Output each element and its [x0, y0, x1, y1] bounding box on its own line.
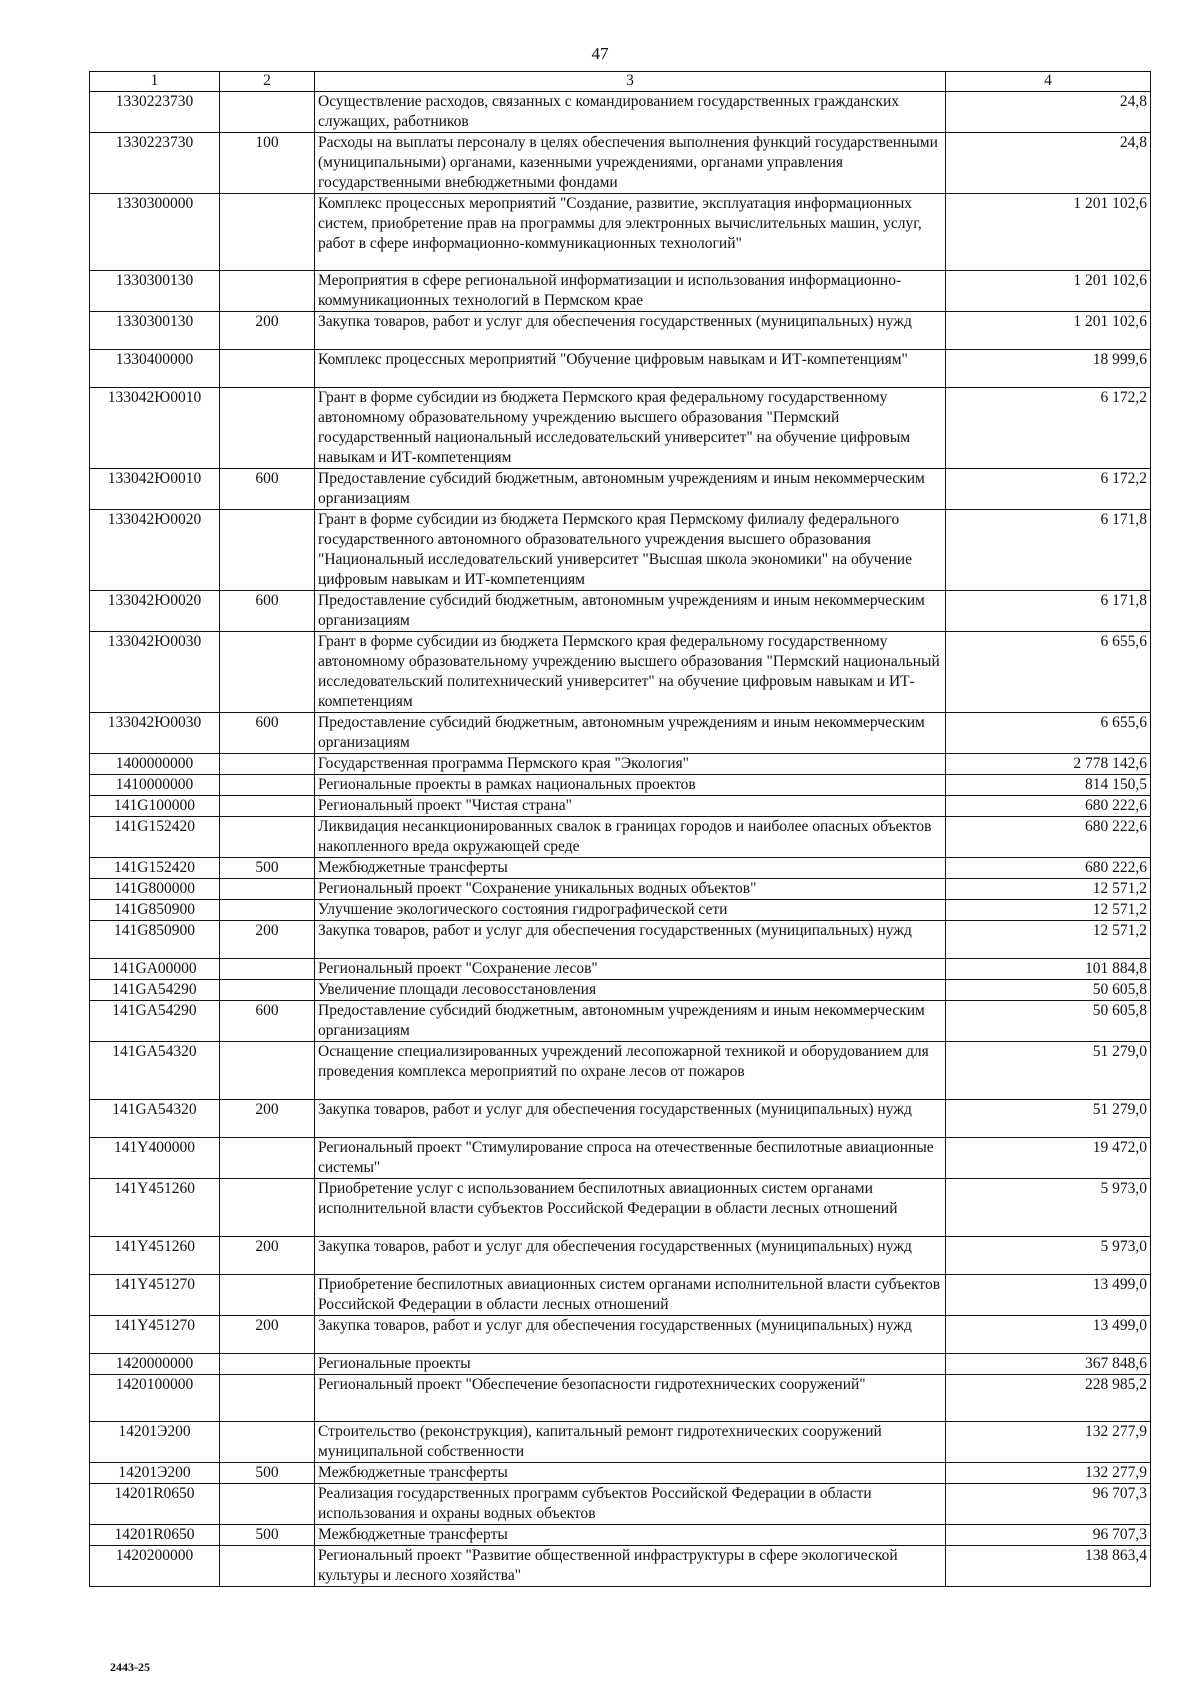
- row-amount: 101 884,8: [946, 959, 1151, 980]
- table-row: [90, 754, 1151, 775]
- table-row: [90, 879, 1151, 900]
- row-code: 133042Ю0020: [90, 591, 220, 632]
- row-amount: 1 201 102,6: [946, 194, 1151, 271]
- row-code: 1410000000: [90, 775, 220, 796]
- row-expense-type: 600: [220, 469, 315, 510]
- row-expense-type: 200: [220, 1316, 315, 1354]
- row-expense-type: [220, 1042, 315, 1100]
- row-code: 141G152420: [90, 858, 220, 879]
- table-row: [90, 1179, 1151, 1237]
- row-code: 141G850900: [90, 900, 220, 921]
- row-amount: 132 277,9: [946, 1463, 1151, 1484]
- row-amount: 24,8: [946, 92, 1151, 133]
- row-amount: 50 605,8: [946, 1001, 1151, 1042]
- row-code: 133042Ю0030: [90, 632, 220, 713]
- row-amount: 5 973,0: [946, 1237, 1151, 1275]
- table-row: [90, 817, 1151, 858]
- row-code: 1330223730: [90, 133, 220, 194]
- row-name: Закупка товаров, работ и услуг для обеспечения государственных (муниципальных) нужд: [315, 1316, 946, 1354]
- row-code: 141Y451270: [90, 1275, 220, 1316]
- table-body: [90, 92, 1151, 1587]
- row-amount: 24,8: [946, 133, 1151, 194]
- budget-table: [89, 71, 1151, 1587]
- row-expense-type: 100: [220, 133, 315, 194]
- table-row: [90, 350, 1151, 388]
- row-amount: 12 571,2: [946, 921, 1151, 959]
- row-expense-type: [220, 92, 315, 133]
- row-name: Грант в форме субсидии из бюджета Пермского края федеральному государственному автономному образовательному учреждению высшего образования "Пермский национальный исследовательский политехнический университет" на обучение цифровым навыкам и ИТ-компетенциям: [315, 632, 946, 713]
- table-row: [90, 632, 1151, 713]
- row-amount: 6 171,8: [946, 510, 1151, 591]
- row-code: 1420200000: [90, 1546, 220, 1587]
- row-expense-type: 600: [220, 591, 315, 632]
- table-row: [90, 469, 1151, 510]
- row-name: Строительство (реконструкция), капитальный ремонт гидротехнических сооружений муниципальной собственности: [315, 1422, 946, 1463]
- table-row: [90, 133, 1151, 194]
- row-amount: 6 171,8: [946, 591, 1151, 632]
- row-name: Предоставление субсидий бюджетным, автономным учреждениям и иным некоммерческим организациям: [315, 469, 946, 510]
- row-name: Приобретение услуг с использованием беспилотных авиационных систем органами исполнительной власти субъектов Российской Федерации в области лесных отношений: [315, 1179, 946, 1237]
- table-row: [90, 858, 1151, 879]
- row-code: 133042Ю0010: [90, 388, 220, 469]
- table-row: [90, 1546, 1151, 1587]
- row-amount: 367 848,6: [946, 1354, 1151, 1375]
- row-amount: 19 472,0: [946, 1138, 1151, 1179]
- row-amount: 6 655,6: [946, 713, 1151, 754]
- table-row: [90, 1275, 1151, 1316]
- table-row: [90, 1463, 1151, 1484]
- table-row: [90, 1001, 1151, 1042]
- row-name: Реализация государственных программ субъектов Российской Федерации в области использования и охраны водных объектов: [315, 1484, 946, 1525]
- row-name: Грант в форме субсидии из бюджета Пермского края федеральному государственному автономному образовательному учреждению высшего образования "Пермский государственный национальный исследовательский университет" на обучение цифровым навыкам и ИТ-компетенциям: [315, 388, 946, 469]
- row-code: 14201Э200: [90, 1422, 220, 1463]
- row-code: 141G800000: [90, 879, 220, 900]
- row-expense-type: [220, 271, 315, 312]
- row-code: 141GA54320: [90, 1100, 220, 1138]
- row-code: 133042Ю0010: [90, 469, 220, 510]
- row-name: Предоставление субсидий бюджетным, автономным учреждениям и иным некоммерческим организациям: [315, 591, 946, 632]
- row-expense-type: [220, 796, 315, 817]
- row-expense-type: 500: [220, 858, 315, 879]
- table-row: [90, 1237, 1151, 1275]
- row-expense-type: 500: [220, 1525, 315, 1546]
- table-row: [90, 959, 1151, 980]
- table-row: [90, 1138, 1151, 1179]
- row-amount: 1 201 102,6: [946, 271, 1151, 312]
- row-amount: 132 277,9: [946, 1422, 1151, 1463]
- column-header-code: 1: [90, 72, 220, 92]
- row-expense-type: [220, 1484, 315, 1525]
- row-expense-type: [220, 632, 315, 713]
- row-name: Предоставление субсидий бюджетным, автономным учреждениям и иным некоммерческим организациям: [315, 713, 946, 754]
- table-header-row: [90, 72, 1151, 92]
- column-header-expense-type: 2: [220, 72, 315, 92]
- table-row: [90, 92, 1151, 133]
- row-code: 14201R0650: [90, 1484, 220, 1525]
- row-expense-type: [220, 510, 315, 591]
- row-expense-type: [220, 388, 315, 469]
- page-number: 47: [591, 44, 609, 63]
- table-row: [90, 271, 1151, 312]
- row-name: Межбюджетные трансферты: [315, 1463, 946, 1484]
- row-code: 14201R0650: [90, 1525, 220, 1546]
- table-row: [90, 1525, 1151, 1546]
- row-code: 133042Ю0030: [90, 713, 220, 754]
- row-code: 141GA54290: [90, 1001, 220, 1042]
- row-amount: 228 985,2: [946, 1375, 1151, 1422]
- row-name: Мероприятия в сфере региональной информатизации и использования информационно-коммуникационных технологий в Пермском крае: [315, 271, 946, 312]
- table-row: [90, 1375, 1151, 1422]
- row-name: Увеличение площади лесовосстановления: [315, 980, 946, 1001]
- row-code: 141G850900: [90, 921, 220, 959]
- row-name: Комплекс процессных мероприятий "Создание, развитие, эксплуатация информационных систем, приобретение прав на программы для электронных вычислительных машин, услуг, работ в сфере информационно-коммуникационных технологий": [315, 194, 946, 271]
- row-code: 1330400000: [90, 350, 220, 388]
- table-row: [90, 921, 1151, 959]
- table-row: [90, 1422, 1151, 1463]
- row-amount: 1 201 102,6: [946, 312, 1151, 350]
- row-expense-type: [220, 879, 315, 900]
- row-code: 1330300130: [90, 312, 220, 350]
- row-amount: 680 222,6: [946, 796, 1151, 817]
- row-name: Улучшение экологического состояния гидрографической сети: [315, 900, 946, 921]
- row-expense-type: 200: [220, 312, 315, 350]
- row-expense-type: 600: [220, 1001, 315, 1042]
- row-amount: 50 605,8: [946, 980, 1151, 1001]
- row-amount: 18 999,6: [946, 350, 1151, 388]
- row-expense-type: [220, 980, 315, 1001]
- table-row: [90, 900, 1151, 921]
- table-row: [90, 591, 1151, 632]
- row-code: 141Y451260: [90, 1237, 220, 1275]
- row-name: Приобретение беспилотных авиационных систем органами исполнительной власти субъектов Российской Федерации в области лесных отношений: [315, 1275, 946, 1316]
- row-expense-type: [220, 1546, 315, 1587]
- row-expense-type: 500: [220, 1463, 315, 1484]
- row-amount: 2 778 142,6: [946, 754, 1151, 775]
- table-row: [90, 510, 1151, 591]
- row-amount: 680 222,6: [946, 858, 1151, 879]
- row-amount: 12 571,2: [946, 900, 1151, 921]
- row-expense-type: [220, 350, 315, 388]
- row-code: 1400000000: [90, 754, 220, 775]
- table-row: [90, 388, 1151, 469]
- row-expense-type: [220, 1354, 315, 1375]
- table-row: [90, 1316, 1151, 1354]
- row-amount: 51 279,0: [946, 1100, 1151, 1138]
- row-name: Закупка товаров, работ и услуг для обеспечения государственных (муниципальных) нужд: [315, 1100, 946, 1138]
- row-code: 141GA54320: [90, 1042, 220, 1100]
- row-amount: 6 172,2: [946, 388, 1151, 469]
- row-amount: 5 973,0: [946, 1179, 1151, 1237]
- row-code: 133042Ю0020: [90, 510, 220, 591]
- row-expense-type: [220, 1422, 315, 1463]
- row-code: 141G152420: [90, 817, 220, 858]
- row-name: Региональные проекты в рамках национальных проектов: [315, 775, 946, 796]
- row-expense-type: [220, 194, 315, 271]
- row-amount: 96 707,3: [946, 1484, 1151, 1525]
- row-expense-type: [220, 1138, 315, 1179]
- row-name: Межбюджетные трансферты: [315, 1525, 946, 1546]
- row-name: Межбюджетные трансферты: [315, 858, 946, 879]
- row-expense-type: [220, 1375, 315, 1422]
- row-amount: 96 707,3: [946, 1525, 1151, 1546]
- row-name: Закупка товаров, работ и услуг для обеспечения государственных (муниципальных) нужд: [315, 921, 946, 959]
- row-name: Государственная программа Пермского края "Экология": [315, 754, 946, 775]
- row-name: Региональный проект "Стимулирование спроса на отечественные беспилотные авиационные системы": [315, 1138, 946, 1179]
- row-name: Предоставление субсидий бюджетным, автономным учреждениям и иным некоммерческим организациям: [315, 1001, 946, 1042]
- row-code: 1330300000: [90, 194, 220, 271]
- table-row: [90, 1354, 1151, 1375]
- row-name: Оснащение специализированных учреждений лесопожарной техникой и оборудованием для проведения комплекса мероприятий по охране лесов от пожаров: [315, 1042, 946, 1100]
- row-expense-type: 200: [220, 921, 315, 959]
- row-expense-type: [220, 900, 315, 921]
- row-expense-type: 200: [220, 1237, 315, 1275]
- column-header-amount: 4: [946, 72, 1151, 92]
- row-name: Ликвидация несанкционированных свалок в границах городов и наиболее опасных объектов накопленного вреда окружающей среде: [315, 817, 946, 858]
- document-id: 2443-25: [110, 1660, 150, 1674]
- row-name: Грант в форме субсидии из бюджета Пермского края Пермскому филиалу федерального государственного автономного образовательного учреждения высшего образования "Национальный исследовательский университет "Высшая школа экономики" на обучение цифровым навыкам и ИТ-компетенциям: [315, 510, 946, 591]
- row-code: 141GA00000: [90, 959, 220, 980]
- row-code: 141G100000: [90, 796, 220, 817]
- row-name: Закупка товаров, работ и услуг для обеспечения государственных (муниципальных) нужд: [315, 1237, 946, 1275]
- row-expense-type: [220, 754, 315, 775]
- row-amount: 680 222,6: [946, 817, 1151, 858]
- row-amount: 13 499,0: [946, 1316, 1151, 1354]
- table-row: [90, 312, 1151, 350]
- row-name: Региональный проект "Сохранение лесов": [315, 959, 946, 980]
- row-code: 141Y400000: [90, 1138, 220, 1179]
- row-expense-type: [220, 959, 315, 980]
- row-name: Расходы на выплаты персоналу в целях обеспечения выполнения функций государственными (муниципальными) органами, казенными учреждениями, органами управления государственными внебюджетными фондами: [315, 133, 946, 194]
- row-name: Закупка товаров, работ и услуг для обеспечения государственных (муниципальных) нужд: [315, 312, 946, 350]
- row-amount: 6 655,6: [946, 632, 1151, 713]
- row-amount: 13 499,0: [946, 1275, 1151, 1316]
- table-row: [90, 1100, 1151, 1138]
- row-amount: 138 863,4: [946, 1546, 1151, 1587]
- column-header-name: 3: [315, 72, 946, 92]
- row-code: 1330300130: [90, 271, 220, 312]
- row-name: Комплекс процессных мероприятий "Обучение цифровым навыкам и ИТ-компетенциям": [315, 350, 946, 388]
- table-row: [90, 775, 1151, 796]
- row-amount: 12 571,2: [946, 879, 1151, 900]
- row-code: 141GA54290: [90, 980, 220, 1001]
- row-code: 1420000000: [90, 1354, 220, 1375]
- table-row: [90, 194, 1151, 271]
- row-code: 141Y451260: [90, 1179, 220, 1237]
- row-expense-type: [220, 1275, 315, 1316]
- row-name: Осуществление расходов, связанных с командированием государственных гражданских служащих, работников: [315, 92, 946, 133]
- row-name: Региональный проект "Обеспечение безопасности гидротехнических сооружений": [315, 1375, 946, 1422]
- row-amount: 51 279,0: [946, 1042, 1151, 1100]
- row-amount: 814 150,5: [946, 775, 1151, 796]
- table-row: [90, 1484, 1151, 1525]
- row-code: 141Y451270: [90, 1316, 220, 1354]
- row-code: 14201Э200: [90, 1463, 220, 1484]
- row-expense-type: [220, 775, 315, 796]
- table-row: [90, 980, 1151, 1001]
- row-code: 1420100000: [90, 1375, 220, 1422]
- row-expense-type: [220, 817, 315, 858]
- row-expense-type: 600: [220, 713, 315, 754]
- table-row: [90, 1042, 1151, 1100]
- row-name: Региональный проект "Развитие общественной инфраструктуры в сфере экологической культуры и лесного хозяйства": [315, 1546, 946, 1587]
- row-expense-type: [220, 1179, 315, 1237]
- row-name: Региональные проекты: [315, 1354, 946, 1375]
- row-expense-type: 200: [220, 1100, 315, 1138]
- row-name: Региональный проект "Чистая страна": [315, 796, 946, 817]
- row-amount: 6 172,2: [946, 469, 1151, 510]
- table-row: [90, 713, 1151, 754]
- table-row: [90, 796, 1151, 817]
- row-name: Региональный проект "Сохранение уникальных водных объектов": [315, 879, 946, 900]
- row-code: 1330223730: [90, 92, 220, 133]
